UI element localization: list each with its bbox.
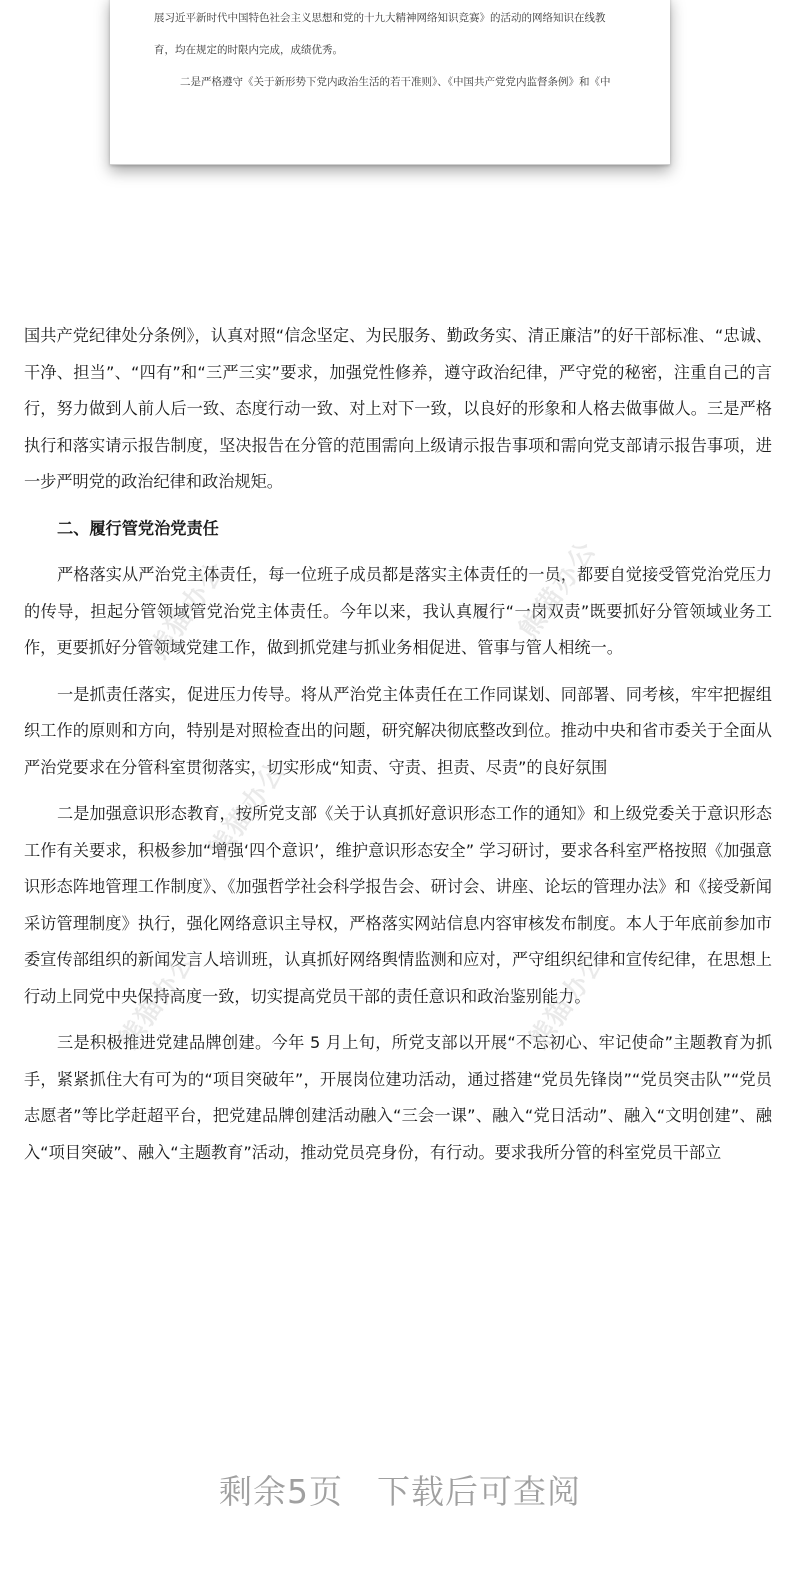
watermark: 熊猫办公	[513, 535, 603, 645]
preview-line: 育，均在规定的时限内完成，成绩优秀。	[154, 44, 343, 56]
document-body	[24, 318, 772, 1171]
watermark: 熊猫办公	[113, 945, 203, 1055]
paragraph: 严格落实从严治党主体责任，每一位班子成员都是落实主体责任的一员，都要自觉接受管党治党压力的传导，担起分管领域管党治党主体责任。今年以来，我认真履行“一岗双责”既要抓好分管领域业务工作，更要抓好分管领域党建工作，做到抓党建与抓业务相促进、管事与管人相统一。	[24, 565, 772, 657]
watermark: 熊猫办公	[203, 755, 293, 865]
preview-line: 二是严格遵守《关于新形势下党内政治生活的若干准则》、《中国共产党党内监督条例》和《中	[180, 76, 611, 88]
paragraph: 二是加强意识形态教育，按所党支部《关于认真抓好意识形态工作的通知》和上级党委关于意识形态工作有关要求，积极参加“增强‘四个意识’，维护意识形态安全” 学习研讨，要求各科室严格按照《加强意识形态阵地管理工作制度》、《加强哲学社会科学报告会、研讨会、讲座、论坛的管理办法》和《接受新闻采访管理制度》执行，强化网络意识主导权，严格落实网站信息内容审核发布制度。本人于年底前参加市委宣传部组织的新闻发言人培训班，认真抓好网络舆情监测和应对，严守组织纪律和宣传纪律，在思想上行动上同党中央保持高度一致，切实提高党员干部的责任意识和政治鉴别能力。	[24, 804, 772, 1006]
paragraph: 三是积极推进党建品牌创建。今年 5 月上旬，所党支部以开展“不忘初心、牢记使命”主题教育为抓手，紧紧抓住大有可为的“项目突破年”，开展岗位建功活动，通过搭建“党员先锋岗”“党员突击队”“党员志愿者”等比学赶超平台，把党建品牌创建活动融入“三会一课”、融入“党日活动”、融入“文明创建”、融入“项目突破”、融入“主题教育”活动，推动党员亮身份，有行动。要求我所分管的科室党员干部立	[24, 1033, 772, 1162]
paragraph: 一是抓责任落实，促进压力传导。将从严治党主体责任在工作同谋划、同部署、同考核，牢牢把握组织工作的原则和方向，特别是对照检查出的问题，研究解决彻底整改到位。推动中央和省市委关于全面从严治党要求在分管科室贯彻落实，切实形成“知责、守责、担责、尽责”的良好氛围	[24, 684, 772, 777]
watermark: 熊猫办公	[523, 945, 613, 1055]
preview-page-card	[110, 0, 670, 165]
section-heading: 二、履行管党治党责任	[57, 518, 219, 538]
watermark: 熊猫办公	[143, 555, 233, 665]
preview-line: 展习近平新时代中国特色社会主义思想和党的十九大精神网络知识竞赛》的活动的网络知识在线教	[154, 12, 606, 24]
remaining-pages-banner[interactable]: 剩余5页 下载后可查阅	[219, 1472, 581, 1511]
paragraph: 国共产党纪律处分条例》，认真对照“信念坚定、为民服务、勤政务实、清正廉洁”的好干部标准、“忠诚、干净、担当”、“四有”和“三严三实”要求，加强党性修养，遵守政治纪律，严守党的秘密，注重自己的言行，努力做到人前人后一致、态度行动一致、对上对下一致，以良好的形象和人格去做事做人。三是严格执行和落实请示报告制度，坚决报告在分管的范围需向上级请示报告事项和需向党支部请示报告事项，进一步严明党的政治纪律和政治规矩。	[24, 326, 772, 491]
